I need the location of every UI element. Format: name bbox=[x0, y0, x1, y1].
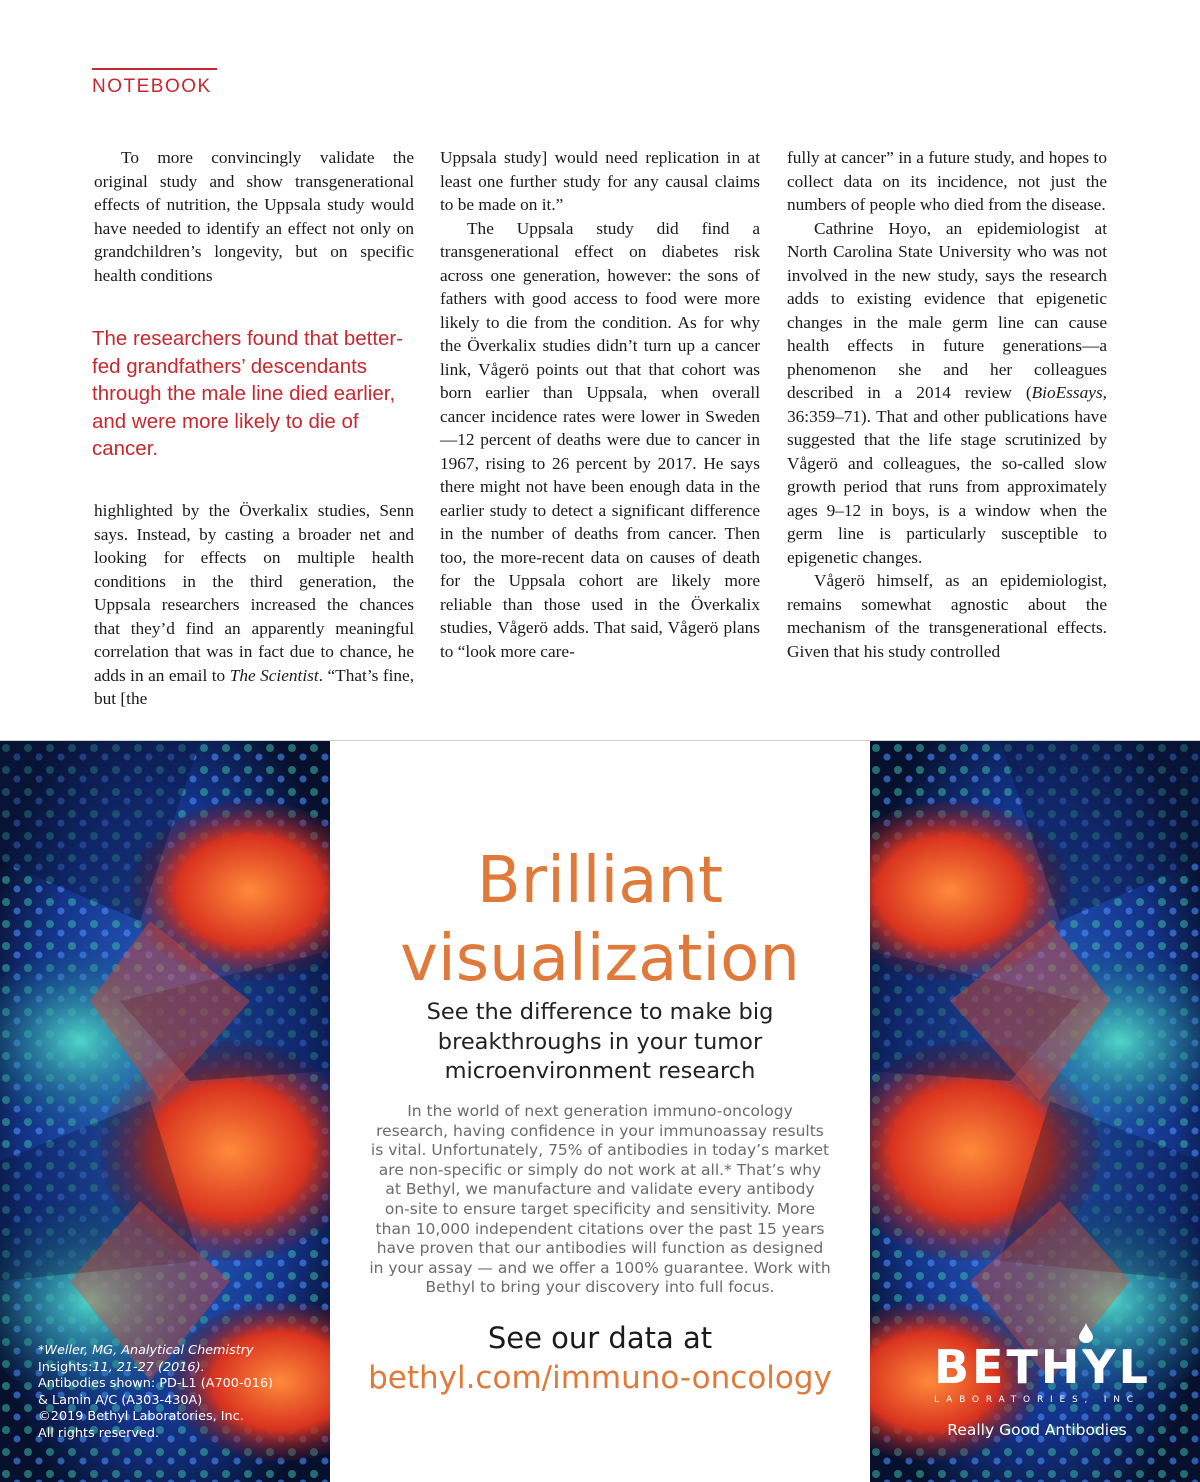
article-column-2 bbox=[440, 146, 760, 663]
ad-fine-print bbox=[38, 1343, 308, 1442]
advertisement bbox=[0, 741, 1200, 1482]
pull-quote: The researchers found that better-fed grandfathers’ descendants through the male line died earlier, and were more likely to die of cancer. bbox=[92, 327, 404, 460]
paragraph: To more convincingly validate the original study and show transgenerational effects of nutrition, the Uppsala study would have needed to identify an effect not only on grandchildren’s longevity, but on specific health conditions bbox=[94, 148, 414, 285]
text-span: highlighted by the Överkalix studies, Senn says. Instead, by casting a broader net and looking for effects on multiple health conditions in the third generation, the Uppsala researchers increased the chances that they’d find an apparently meaningful correlation that was in fact due to chance, he adds in an email to bbox=[94, 501, 414, 685]
fine-print-line: All rights reserved. bbox=[38, 1425, 160, 1441]
section-rule bbox=[92, 68, 217, 70]
body-line: than 10,000 independent citations over the past 15 years bbox=[375, 1219, 825, 1238]
ad-headline bbox=[330, 842, 870, 998]
body-line: In the world of next generation immuno-oncology bbox=[407, 1102, 793, 1120]
fine-print-line bbox=[38, 1360, 308, 1377]
bethyl-tagline: Really Good Antibodies bbox=[947, 1421, 1127, 1439]
fine-print-line bbox=[38, 1343, 308, 1360]
body-line: have proven that our antibodies will function as designed bbox=[376, 1239, 824, 1258]
paragraph: fully at cancer” in a future study, and hopes to collect data on its incidence, not just the numbers of people who died from the disease. bbox=[787, 148, 1107, 214]
subheadline-line: See the difference to make big bbox=[426, 999, 774, 1025]
text-span: . “That’s fine, but [the bbox=[94, 665, 415, 708]
body-line: on-site to ensure target specificity and sensitivity. More bbox=[384, 1199, 816, 1218]
citation-text: *Weller, MG, Analytical Chemistry bbox=[38, 1343, 254, 1358]
body-line: research, having confidence in your immunoassay results bbox=[376, 1121, 824, 1140]
citation-text: 11, 21-27 (2016). bbox=[92, 1359, 205, 1375]
subheadline-line: microenvironment research bbox=[444, 1058, 756, 1084]
text-span: 36:359–71). That and other publications have suggested that the life stage scrutinized by Vågerö and colleagues, the so-called slow growth period that runs from approximately ages 9–12 in boys, is a window when the germ line is particularly susceptible to epigenetic changes. bbox=[787, 406, 1107, 567]
body-line: are non-specific or simply do not work at all.* That’s why bbox=[378, 1160, 822, 1179]
fine-print-line: ©2019 Bethyl Laboratories, Inc. bbox=[38, 1409, 244, 1424]
article-column-1-top bbox=[94, 146, 414, 287]
paragraph bbox=[94, 499, 414, 711]
bethyl-logo-wordmark: BETHYL bbox=[934, 1340, 1151, 1394]
fine-print-line: Antibodies shown: PD-L1 (A700-016) bbox=[38, 1376, 273, 1391]
headline-line: Brilliant bbox=[476, 844, 724, 918]
italic-title: The Scientist bbox=[229, 665, 319, 685]
paragraph: Vågerö himself, as an epidemiologist, remains somewhat agnostic about the mechanism of the transgenerational effects. Given that his study controlled bbox=[787, 571, 1107, 661]
ad-cta-url[interactable]: bethyl.com/immuno-oncology bbox=[368, 1360, 832, 1396]
body-line: Bethyl to bring your discovery into full focus. bbox=[425, 1278, 775, 1297]
article-column-1-bottom bbox=[94, 499, 414, 711]
subheadline-line: breakthroughs in your tumor bbox=[437, 1028, 763, 1055]
body-line: is vital. Unfortunately, 75% of antibodies in today’s market bbox=[370, 1141, 830, 1160]
ad-subheadline bbox=[330, 998, 870, 1087]
text-span: Cathrine Hoyo, an epidemiologist at North Carolina State University who was not involved in the new study, says the research adds to existing evidence that epigenetic changes in the male germ line can cause health effects in future generations—a phenomenon she and her colleagues described in a 2014 review ( bbox=[787, 218, 1107, 402]
bethyl-logo-subline: LABORATORIES, INC bbox=[934, 1395, 1140, 1405]
paragraph: The Uppsala study did find a transgenerational effect on diabetes risk across one generation, however: the sons of fathers with good access to food were more likely to die from the condition. As for why the Överkalix studies didn’t turn up a cancer link, Vågerö points out that that cohort was born earlier than Uppsala, when overall cancer incidence rates were lower in Sweden—12 percent of deaths were due to cancer in 1967, rising to 26 percent by 2017. He says there might not have been enough data in the earlier study to detect a significant difference in the number of deaths from cancer. Then too, the more-recent data on causes of death for the Uppsala cohort are likely more reliable than those used in the Överkalix studies, Vågerö adds. That said, Vågerö plans to “look more care- bbox=[440, 218, 760, 661]
article-column-3 bbox=[787, 146, 1107, 663]
ad-cta-label: See our data at bbox=[487, 1321, 713, 1355]
fine-print-line: & Lamin A/C (A303-430A) bbox=[38, 1392, 203, 1408]
section-label: NOTEBOOK bbox=[92, 76, 212, 97]
headline-line: visualization bbox=[400, 922, 800, 996]
paragraph: Uppsala study] would need replication in at least one further study for any causal claims to be made on it.” bbox=[440, 148, 760, 214]
paragraph bbox=[787, 217, 1107, 570]
ad-body-copy bbox=[345, 1102, 855, 1298]
body-line: in your assay — and we offer a 100% guarantee. Work with bbox=[369, 1258, 831, 1277]
citation-text: Insights: bbox=[38, 1359, 93, 1375]
body-line: at Bethyl, we manufacture and validate every antibody bbox=[385, 1180, 815, 1199]
italic-journal: BioEssays, bbox=[1031, 383, 1107, 402]
